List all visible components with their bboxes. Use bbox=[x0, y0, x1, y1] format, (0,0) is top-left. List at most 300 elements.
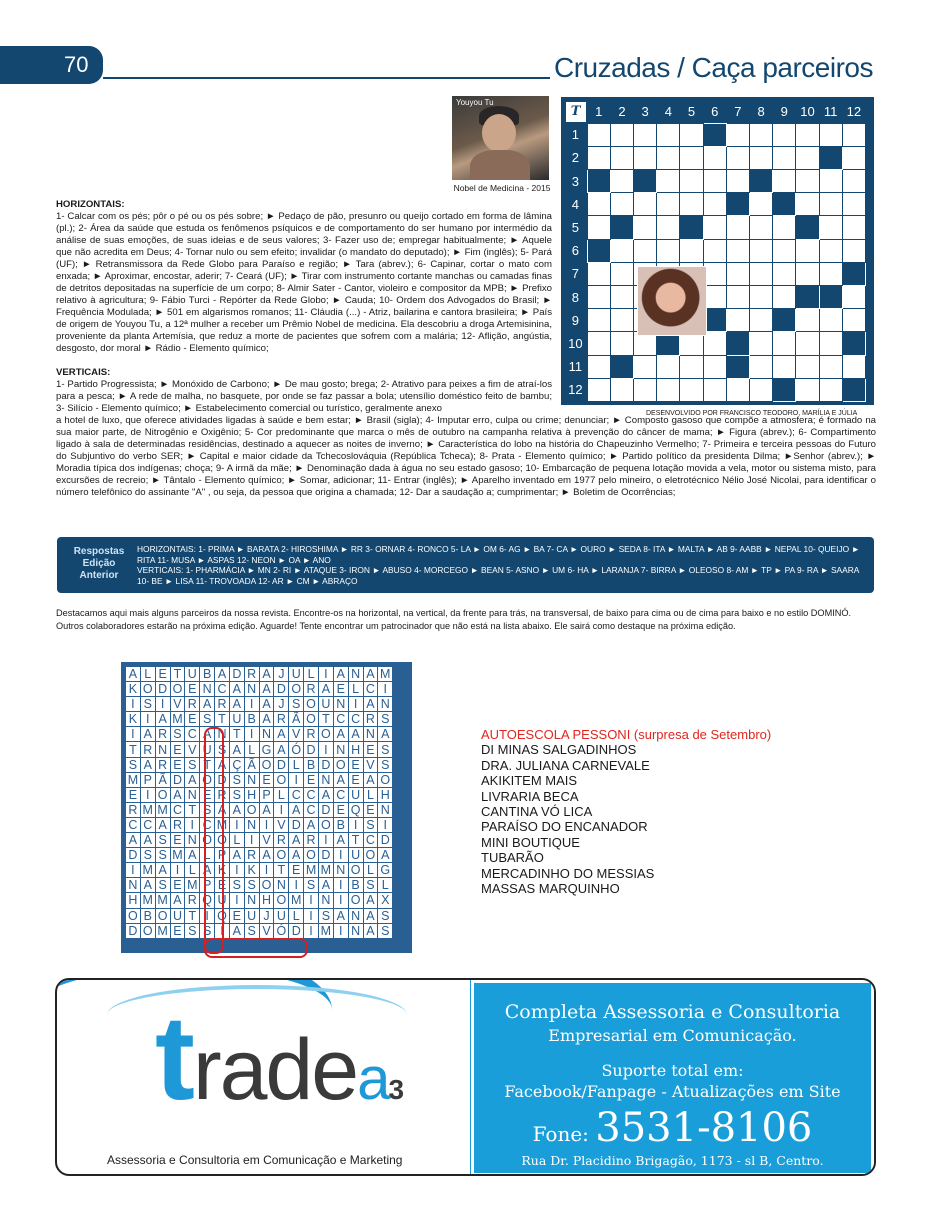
wordsearch-letter[interactable]: S bbox=[289, 697, 304, 712]
wordsearch-letter[interactable]: S bbox=[304, 878, 319, 893]
wordsearch-letter[interactable]: A bbox=[140, 878, 155, 893]
wordsearch-letter[interactable]: G bbox=[378, 863, 393, 878]
answer-cell[interactable] bbox=[587, 262, 610, 285]
answer-cell[interactable] bbox=[587, 332, 610, 355]
answer-cell[interactable] bbox=[819, 378, 842, 401]
wordsearch-letter[interactable]: O bbox=[333, 757, 348, 772]
wordsearch-letter[interactable]: R bbox=[304, 833, 319, 848]
answer-cell[interactable] bbox=[842, 170, 865, 193]
wordsearch-letter[interactable]: A bbox=[289, 833, 304, 848]
answer-cell[interactable] bbox=[703, 355, 726, 378]
wordsearch-letter[interactable]: O bbox=[378, 772, 393, 787]
wordsearch-letter[interactable]: N bbox=[215, 727, 230, 742]
wordsearch-letter[interactable]: A bbox=[185, 848, 200, 863]
wordsearch-letter[interactable]: E bbox=[170, 923, 185, 938]
wordsearch-letter[interactable]: T bbox=[274, 863, 289, 878]
answer-cell[interactable] bbox=[634, 239, 657, 262]
wordsearch-letter[interactable]: B bbox=[348, 878, 363, 893]
answer-cell[interactable] bbox=[750, 216, 773, 239]
wordsearch-letter[interactable]: B bbox=[140, 908, 155, 923]
wordsearch-letter[interactable]: M bbox=[318, 923, 333, 938]
wordsearch-letter[interactable]: M bbox=[155, 802, 170, 817]
wordsearch-letter[interactable]: D bbox=[126, 848, 141, 863]
wordsearch-letter[interactable]: I bbox=[289, 878, 304, 893]
wordsearch-letter[interactable]: R bbox=[170, 817, 185, 832]
wordsearch-letter[interactable]: I bbox=[215, 923, 230, 938]
wordsearch-letter[interactable]: T bbox=[185, 908, 200, 923]
wordsearch-letter[interactable]: S bbox=[140, 848, 155, 863]
wordsearch-letter[interactable]: A bbox=[215, 757, 230, 772]
wordsearch-letter[interactable]: A bbox=[363, 893, 378, 908]
wordsearch-letter[interactable]: N bbox=[200, 682, 215, 697]
answer-cell[interactable] bbox=[842, 355, 865, 378]
wordsearch-letter[interactable]: I bbox=[333, 923, 348, 938]
answer-cell[interactable] bbox=[587, 216, 610, 239]
answer-cell[interactable] bbox=[773, 355, 796, 378]
wordsearch-letter[interactable]: A bbox=[229, 802, 244, 817]
answer-cell[interactable] bbox=[703, 193, 726, 216]
wordsearch-letter[interactable]: N bbox=[185, 787, 200, 802]
wordsearch-letter[interactable]: A bbox=[229, 697, 244, 712]
wordsearch-letter[interactable]: A bbox=[259, 697, 274, 712]
wordsearch-letter[interactable]: M bbox=[155, 923, 170, 938]
answer-cell[interactable] bbox=[680, 170, 703, 193]
wordsearch-letter[interactable]: L bbox=[200, 848, 215, 863]
wordsearch-letter[interactable]: O bbox=[304, 697, 319, 712]
answer-cell[interactable] bbox=[657, 355, 680, 378]
wordsearch-letter[interactable]: S bbox=[229, 787, 244, 802]
answer-cell[interactable] bbox=[726, 216, 749, 239]
answer-cell[interactable] bbox=[773, 123, 796, 146]
wordsearch-letter[interactable]: A bbox=[200, 697, 215, 712]
wordsearch-letter[interactable]: R bbox=[304, 727, 319, 742]
wordsearch-letter[interactable]: R bbox=[140, 742, 155, 757]
wordsearch-letter[interactable]: E bbox=[170, 757, 185, 772]
wordsearch-letter[interactable]: C bbox=[363, 682, 378, 697]
wordsearch-letter[interactable]: U bbox=[170, 908, 185, 923]
wordsearch-letter[interactable]: S bbox=[378, 757, 393, 772]
answer-cell[interactable] bbox=[634, 146, 657, 169]
wordsearch-letter[interactable]: C bbox=[333, 787, 348, 802]
wordsearch-letter[interactable]: A bbox=[333, 727, 348, 742]
wordsearch-letter[interactable]: P bbox=[259, 787, 274, 802]
answer-cell[interactable] bbox=[680, 355, 703, 378]
answer-cell[interactable] bbox=[680, 123, 703, 146]
wordsearch-letter[interactable]: Ã bbox=[289, 712, 304, 727]
answer-cell[interactable] bbox=[610, 332, 633, 355]
answer-cell[interactable] bbox=[842, 123, 865, 146]
wordsearch-letter[interactable]: R bbox=[304, 682, 319, 697]
wordsearch-letter[interactable]: S bbox=[318, 908, 333, 923]
wordsearch-letter[interactable]: L bbox=[304, 667, 319, 682]
wordsearch-letter[interactable]: I bbox=[289, 772, 304, 787]
answer-cell[interactable] bbox=[610, 146, 633, 169]
wordsearch-letter[interactable]: N bbox=[333, 742, 348, 757]
wordsearch-letter[interactable]: C bbox=[126, 817, 141, 832]
wordsearch-letter[interactable]: A bbox=[259, 802, 274, 817]
answer-cell[interactable] bbox=[657, 170, 680, 193]
wordsearch-letter[interactable]: A bbox=[333, 833, 348, 848]
wordsearch-letter[interactable]: R bbox=[244, 667, 259, 682]
wordsearch-letter[interactable]: C bbox=[185, 727, 200, 742]
wordsearch-letter[interactable]: A bbox=[333, 667, 348, 682]
wordsearch-letter[interactable]: E bbox=[185, 682, 200, 697]
wordsearch-letter[interactable]: K bbox=[126, 712, 141, 727]
wordsearch-letter[interactable]: H bbox=[126, 893, 141, 908]
wordsearch-letter[interactable]: O bbox=[289, 682, 304, 697]
answer-cell[interactable] bbox=[610, 170, 633, 193]
wordsearch-letter[interactable]: P bbox=[140, 772, 155, 787]
wordsearch-letter[interactable]: U bbox=[348, 848, 363, 863]
wordsearch-letter[interactable]: A bbox=[333, 908, 348, 923]
answer-cell[interactable] bbox=[842, 193, 865, 216]
wordsearch-letter[interactable]: O bbox=[348, 863, 363, 878]
answer-cell[interactable] bbox=[657, 146, 680, 169]
wordsearch-letter[interactable]: S bbox=[155, 833, 170, 848]
wordsearch-letter[interactable]: T bbox=[185, 802, 200, 817]
wordsearch-letter[interactable]: N bbox=[363, 727, 378, 742]
wordsearch-letter[interactable]: H bbox=[348, 742, 363, 757]
wordsearch-letter[interactable]: R bbox=[155, 727, 170, 742]
wordsearch-letter[interactable]: A bbox=[259, 848, 274, 863]
wordsearch-letter[interactable]: N bbox=[244, 682, 259, 697]
wordsearch-letter[interactable]: S bbox=[378, 923, 393, 938]
wordsearch-letter[interactable]: O bbox=[215, 833, 230, 848]
wordsearch-letter[interactable]: E bbox=[304, 772, 319, 787]
answer-cell[interactable] bbox=[610, 193, 633, 216]
wordsearch-letter[interactable]: Q bbox=[200, 893, 215, 908]
answer-cell[interactable] bbox=[726, 146, 749, 169]
answer-cell[interactable] bbox=[750, 355, 773, 378]
answer-cell[interactable] bbox=[773, 170, 796, 193]
wordsearch-letter[interactable]: N bbox=[244, 772, 259, 787]
wordsearch-letter[interactable]: I bbox=[259, 863, 274, 878]
wordsearch-letter[interactable]: S bbox=[378, 712, 393, 727]
answer-cell[interactable] bbox=[680, 378, 703, 401]
answer-cell[interactable] bbox=[796, 309, 819, 332]
wordsearch-letter[interactable]: D bbox=[304, 742, 319, 757]
wordsearch-letter[interactable]: R bbox=[274, 833, 289, 848]
answer-cell[interactable] bbox=[610, 123, 633, 146]
wordsearch-letter[interactable]: E bbox=[289, 863, 304, 878]
wordsearch-letter[interactable]: S bbox=[185, 923, 200, 938]
wordsearch-letter[interactable]: I bbox=[200, 908, 215, 923]
wordsearch-letter[interactable]: A bbox=[318, 682, 333, 697]
wordsearch-letter[interactable]: A bbox=[363, 697, 378, 712]
answer-cell[interactable] bbox=[796, 193, 819, 216]
wordsearch-letter[interactable]: E bbox=[333, 682, 348, 697]
wordsearch-letter[interactable]: H bbox=[378, 787, 393, 802]
wordsearch-letter[interactable]: M bbox=[378, 667, 393, 682]
wordsearch-letter[interactable]: O bbox=[348, 893, 363, 908]
wordsearch-letter[interactable]: M bbox=[155, 893, 170, 908]
wordsearch-letter[interactable]: E bbox=[170, 833, 185, 848]
wordsearch-letter[interactable]: U bbox=[185, 667, 200, 682]
answer-cell[interactable] bbox=[587, 193, 610, 216]
wordsearch-letter[interactable]: L bbox=[140, 667, 155, 682]
answer-cell[interactable] bbox=[750, 309, 773, 332]
wordsearch-letter[interactable]: M bbox=[170, 848, 185, 863]
answer-cell[interactable] bbox=[796, 332, 819, 355]
wordsearch-letter[interactable]: A bbox=[363, 923, 378, 938]
wordsearch-letter[interactable]: I bbox=[378, 817, 393, 832]
wordsearch-letter[interactable]: E bbox=[259, 772, 274, 787]
wordsearch-letter[interactable]: T bbox=[126, 742, 141, 757]
answer-cell[interactable] bbox=[750, 239, 773, 262]
wordsearch-letter[interactable]: I bbox=[274, 802, 289, 817]
wordsearch-letter[interactable]: E bbox=[126, 787, 141, 802]
answer-cell[interactable] bbox=[657, 216, 680, 239]
wordsearch-letter[interactable]: A bbox=[155, 817, 170, 832]
wordsearch-letter[interactable]: D bbox=[289, 923, 304, 938]
answer-cell[interactable] bbox=[750, 146, 773, 169]
wordsearch-letter[interactable]: M bbox=[140, 863, 155, 878]
wordsearch-letter[interactable]: O bbox=[318, 727, 333, 742]
wordsearch-letter[interactable]: C bbox=[304, 787, 319, 802]
answer-cell[interactable] bbox=[842, 146, 865, 169]
answer-cell[interactable] bbox=[726, 170, 749, 193]
answer-cell[interactable] bbox=[634, 216, 657, 239]
wordsearch-letter[interactable]: I bbox=[348, 817, 363, 832]
wordsearch-letter[interactable]: J bbox=[259, 908, 274, 923]
wordsearch-letter[interactable]: A bbox=[200, 727, 215, 742]
answer-cell[interactable] bbox=[750, 262, 773, 285]
wordsearch-letter[interactable]: O bbox=[126, 908, 141, 923]
wordsearch-letter[interactable]: N bbox=[378, 697, 393, 712]
wordsearch-letter[interactable]: L bbox=[185, 863, 200, 878]
answer-cell[interactable] bbox=[750, 286, 773, 309]
wordsearch-letter[interactable]: Ó bbox=[289, 742, 304, 757]
wordsearch-letter[interactable]: O bbox=[304, 848, 319, 863]
answer-cell[interactable] bbox=[610, 286, 633, 309]
wordsearch-letter[interactable]: M bbox=[170, 712, 185, 727]
answer-cell[interactable] bbox=[610, 378, 633, 401]
wordsearch-letter[interactable]: T bbox=[229, 727, 244, 742]
wordsearch-letter[interactable]: L bbox=[363, 863, 378, 878]
answer-cell[interactable] bbox=[703, 239, 726, 262]
wordsearch-letter[interactable]: N bbox=[333, 697, 348, 712]
wordsearch-letter[interactable]: A bbox=[126, 667, 141, 682]
answer-cell[interactable] bbox=[587, 355, 610, 378]
answer-cell[interactable] bbox=[773, 286, 796, 309]
wordsearch-letter[interactable]: C bbox=[140, 817, 155, 832]
answer-cell[interactable] bbox=[703, 378, 726, 401]
answer-cell[interactable] bbox=[842, 286, 865, 309]
wordsearch-letter[interactable]: U bbox=[289, 667, 304, 682]
wordsearch-letter[interactable]: E bbox=[185, 712, 200, 727]
wordsearch-letter[interactable]: I bbox=[259, 817, 274, 832]
answer-cell[interactable] bbox=[587, 146, 610, 169]
wordsearch-letter[interactable]: E bbox=[363, 742, 378, 757]
answer-cell[interactable] bbox=[726, 262, 749, 285]
wordsearch-letter[interactable]: I bbox=[378, 682, 393, 697]
wordsearch-letter[interactable]: B bbox=[200, 667, 215, 682]
answer-cell[interactable] bbox=[773, 146, 796, 169]
wordsearch-letter[interactable]: I bbox=[229, 893, 244, 908]
wordsearch-letter[interactable]: E bbox=[170, 878, 185, 893]
wordsearch-letter[interactable]: I bbox=[244, 727, 259, 742]
wordsearch-letter[interactable]: O bbox=[274, 772, 289, 787]
wordsearch-letter[interactable]: A bbox=[215, 802, 230, 817]
wordsearch-letter[interactable]: I bbox=[155, 697, 170, 712]
wordsearch-letter[interactable]: M bbox=[140, 802, 155, 817]
wordsearch-letter[interactable]: I bbox=[170, 863, 185, 878]
wordsearch-letter[interactable]: K bbox=[126, 682, 141, 697]
wordsearch-letter[interactable]: O bbox=[304, 712, 319, 727]
wordsearch-letter[interactable]: S bbox=[363, 817, 378, 832]
wordsearch-letter[interactable]: V bbox=[259, 923, 274, 938]
answer-cell[interactable] bbox=[634, 378, 657, 401]
answer-cell[interactable] bbox=[819, 239, 842, 262]
wordsearch-letter[interactable]: I bbox=[318, 833, 333, 848]
wordsearch-letter[interactable]: A bbox=[229, 923, 244, 938]
answer-cell[interactable] bbox=[587, 378, 610, 401]
wordsearch-letter[interactable]: N bbox=[378, 802, 393, 817]
wordsearch-letter[interactable]: A bbox=[318, 787, 333, 802]
wordsearch-letter[interactable]: S bbox=[155, 878, 170, 893]
wordsearch-letter[interactable]: T bbox=[170, 667, 185, 682]
wordsearch-letter[interactable]: O bbox=[200, 772, 215, 787]
wordsearch-letter[interactable]: N bbox=[244, 893, 259, 908]
wordsearch-letter[interactable]: O bbox=[259, 878, 274, 893]
wordsearch-letter[interactable]: M bbox=[318, 863, 333, 878]
wordsearch-letter[interactable]: A bbox=[155, 863, 170, 878]
wordsearch-letter[interactable]: S bbox=[363, 878, 378, 893]
wordsearch-letter[interactable]: I bbox=[244, 697, 259, 712]
wordsearch-letter[interactable]: N bbox=[155, 742, 170, 757]
wordsearch-letter[interactable]: E bbox=[215, 878, 230, 893]
wordsearch-letter[interactable]: C bbox=[200, 817, 215, 832]
wordsearch-letter[interactable]: C bbox=[215, 682, 230, 697]
wordsearch-letter[interactable]: E bbox=[170, 742, 185, 757]
wordsearch-letter[interactable]: I bbox=[229, 817, 244, 832]
wordsearch-letter[interactable]: A bbox=[126, 833, 141, 848]
wordsearch-letter[interactable]: S bbox=[215, 742, 230, 757]
wordsearch-letter[interactable]: U bbox=[274, 908, 289, 923]
wordsearch-letter[interactable]: V bbox=[185, 742, 200, 757]
answer-cell[interactable] bbox=[819, 170, 842, 193]
wordsearch-letter[interactable]: I bbox=[140, 787, 155, 802]
wordsearch-letter[interactable]: A bbox=[363, 772, 378, 787]
wordsearch-letter[interactable]: G bbox=[259, 742, 274, 757]
wordsearch-letter[interactable]: R bbox=[155, 757, 170, 772]
wordsearch-letter[interactable]: M bbox=[126, 772, 141, 787]
wordsearch-letter[interactable]: C bbox=[363, 833, 378, 848]
wordsearch-letter[interactable]: O bbox=[140, 923, 155, 938]
wordsearch-letter[interactable]: S bbox=[140, 697, 155, 712]
answer-cell[interactable] bbox=[726, 123, 749, 146]
answer-cell[interactable] bbox=[703, 216, 726, 239]
wordsearch-letter[interactable]: M bbox=[289, 893, 304, 908]
wordsearch-letter[interactable]: E bbox=[348, 757, 363, 772]
wordsearch-letter[interactable]: V bbox=[363, 757, 378, 772]
wordsearch-letter[interactable]: I bbox=[333, 848, 348, 863]
wordsearch-letter[interactable]: A bbox=[318, 878, 333, 893]
wordsearch-letter[interactable]: R bbox=[215, 697, 230, 712]
wordsearch-letter[interactable]: A bbox=[378, 848, 393, 863]
wordsearch-letter[interactable]: A bbox=[229, 848, 244, 863]
wordsearch-letter[interactable]: D bbox=[215, 772, 230, 787]
answer-cell[interactable] bbox=[773, 262, 796, 285]
wordsearch-letter[interactable]: T bbox=[318, 712, 333, 727]
wordsearch-letter[interactable]: A bbox=[185, 772, 200, 787]
wordsearch-letter[interactable]: S bbox=[244, 923, 259, 938]
wordsearch-letter[interactable]: S bbox=[126, 757, 141, 772]
wordsearch-letter[interactable]: I bbox=[126, 697, 141, 712]
wordsearch-letter[interactable]: O bbox=[363, 848, 378, 863]
answer-cell[interactable] bbox=[657, 239, 680, 262]
answer-cell[interactable] bbox=[657, 123, 680, 146]
wordsearch-letter[interactable]: S bbox=[244, 878, 259, 893]
answer-cell[interactable] bbox=[796, 378, 819, 401]
wordsearch-letter[interactable]: U bbox=[348, 787, 363, 802]
wordsearch-letter[interactable]: A bbox=[259, 682, 274, 697]
wordsearch-letter[interactable]: A bbox=[378, 727, 393, 742]
answer-cell[interactable] bbox=[703, 170, 726, 193]
answer-cell[interactable] bbox=[726, 378, 749, 401]
wordsearch-letter[interactable]: I bbox=[333, 878, 348, 893]
wordsearch-letter[interactable]: S bbox=[155, 848, 170, 863]
wordsearch-letter[interactable]: Q bbox=[215, 908, 230, 923]
wordsearch-letter[interactable]: L bbox=[348, 682, 363, 697]
wordsearch-letter[interactable]: A bbox=[333, 772, 348, 787]
wordsearch-letter[interactable]: A bbox=[274, 742, 289, 757]
wordsearch-letter[interactable]: N bbox=[348, 923, 363, 938]
answer-cell[interactable] bbox=[819, 262, 842, 285]
wordsearch-letter[interactable]: A bbox=[363, 667, 378, 682]
answer-cell[interactable] bbox=[750, 332, 773, 355]
wordsearch-letter[interactable]: S bbox=[185, 757, 200, 772]
wordsearch-letter[interactable]: O bbox=[318, 817, 333, 832]
wordsearch-letter[interactable]: R bbox=[185, 697, 200, 712]
answer-cell[interactable] bbox=[750, 193, 773, 216]
answer-cell[interactable] bbox=[703, 146, 726, 169]
wordsearch-letter[interactable]: D bbox=[318, 757, 333, 772]
wordsearch-letter[interactable]: S bbox=[378, 908, 393, 923]
wordsearch-letter[interactable]: S bbox=[170, 727, 185, 742]
answer-cell[interactable] bbox=[773, 239, 796, 262]
wordsearch-letter[interactable]: O bbox=[274, 893, 289, 908]
wordsearch-letter[interactable]: I bbox=[140, 712, 155, 727]
wordsearch-letter[interactable]: D bbox=[126, 923, 141, 938]
wordsearch-letter[interactable]: A bbox=[229, 682, 244, 697]
wordsearch-letter[interactable]: Q bbox=[348, 802, 363, 817]
wordsearch-letter[interactable]: V bbox=[170, 697, 185, 712]
wordsearch-letter[interactable]: N bbox=[244, 817, 259, 832]
wordsearch-letter[interactable]: C bbox=[348, 712, 363, 727]
wordsearch-letter[interactable]: A bbox=[363, 908, 378, 923]
wordsearch-letter[interactable]: Ã bbox=[244, 757, 259, 772]
wordsearch-letter[interactable]: U bbox=[229, 712, 244, 727]
answer-cell[interactable] bbox=[773, 216, 796, 239]
wordsearch-letter[interactable]: R bbox=[185, 893, 200, 908]
wordsearch-letter[interactable]: A bbox=[289, 802, 304, 817]
wordsearch-letter[interactable]: H bbox=[244, 787, 259, 802]
wordsearch-letter[interactable]: S bbox=[229, 878, 244, 893]
wordsearch-letter[interactable]: A bbox=[289, 848, 304, 863]
wordsearch-letter[interactable]: A bbox=[140, 833, 155, 848]
answer-cell[interactable] bbox=[750, 123, 773, 146]
wordsearch-letter[interactable]: S bbox=[200, 712, 215, 727]
answer-cell[interactable] bbox=[796, 239, 819, 262]
answer-cell[interactable] bbox=[680, 193, 703, 216]
wordsearch-letter[interactable]: M bbox=[304, 863, 319, 878]
wordsearch-letter[interactable]: E bbox=[333, 802, 348, 817]
wordsearch-letter[interactable]: R bbox=[126, 802, 141, 817]
wordsearch-letter[interactable]: I bbox=[304, 923, 319, 938]
answer-cell[interactable] bbox=[634, 123, 657, 146]
wordsearch-letter[interactable]: A bbox=[304, 817, 319, 832]
